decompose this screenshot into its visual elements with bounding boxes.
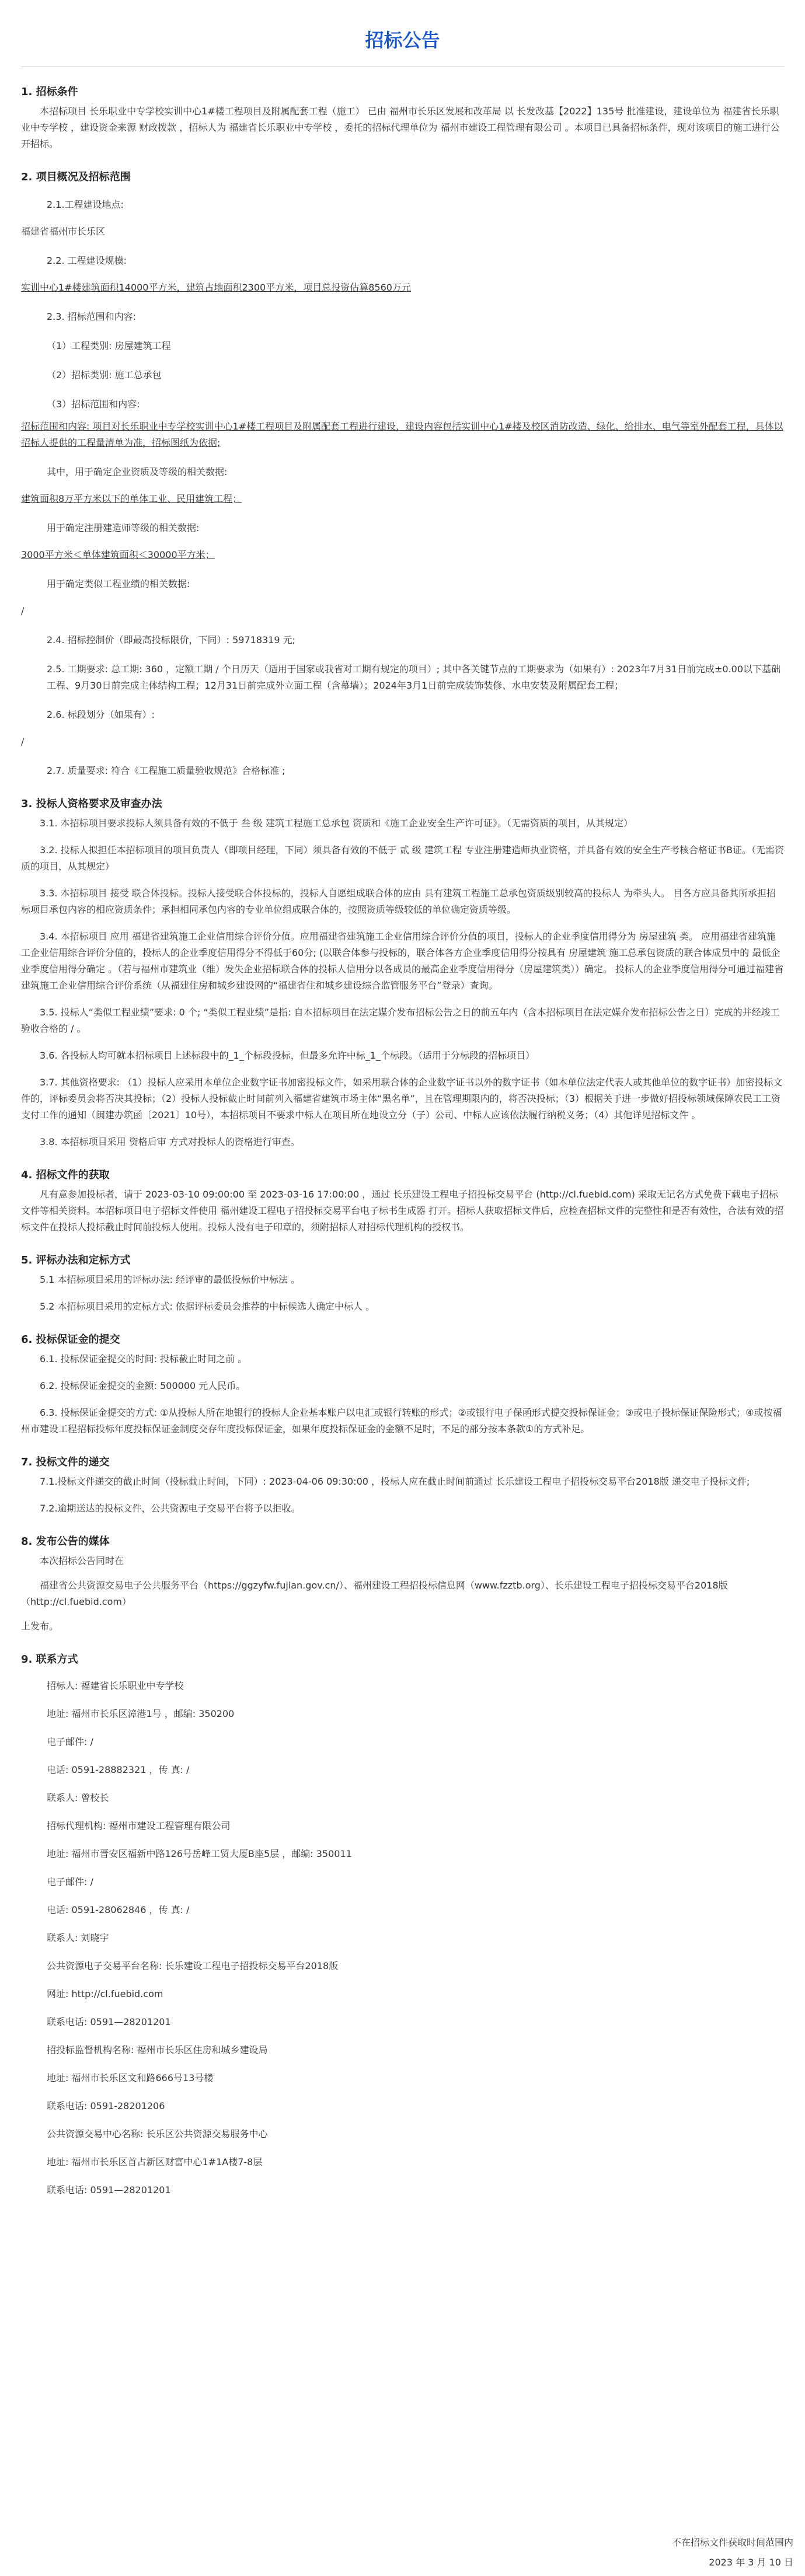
contact-line: 联系电话: 0591—28201201 [47, 2016, 171, 2027]
s2-v1: 福建省福州市长乐区 [21, 226, 106, 237]
footer-signature [672, 2533, 793, 2572]
s4-p1: 凡有意参加投标者，请于 2023-03-10 09:00:00 至 2023-03-16 17:00:00 ，通过 长乐建设工程电子招投标交易平台 (http://cl.fuebid.com) 采取无记名方式免费下载电子招标文件等相关资料。本招标项目电子招标文件使用 福州建设工程电子招投标交易平台电子标书生成器 打开。招标人获取招标文件后，应检查招标文件的完整性和是否有效性，合法有效的招标文件在投标人投标截止时间前投标人使用。投标人没有电子印章的，须附招标人对招标代理机构的授权书。 [21, 1189, 784, 1233]
contact-line: 地址: 福州市长乐区文和路666号13号楼 [47, 2072, 214, 2083]
section-2-heading: 2. 项目概况及招标范围 [21, 171, 131, 183]
s2-q1l: 其中，用于确定企业资质及等级的相关数据: [47, 466, 228, 477]
s6-p2: 6.2. 投标保证金提交的金额: 500000 元人民币。 [40, 1380, 246, 1391]
s5-p1: 5.1 本招标项目采用的评标办法: 经评审的最低投标价中标法 。 [40, 1274, 301, 1285]
contact-line: 地址: 福州市长乐区漳港1号 ，邮编: 350200 [47, 1708, 235, 1719]
s3-p2: 3.2. 投标人拟担任本招标项目的项目负责人（即项目经理，下同）须具备有效的不低于 贰 级 建筑工程 专业注册建造师执业资格，并具备有效的安全生产考核合格证书B证。（无需资质的项目，从其规定） [21, 844, 784, 872]
contact-line: 招标代理机构: 福州市建设工程管理有限公司 [47, 1820, 231, 1831]
section-8-heading: 8. 发布公告的媒体 [21, 1535, 110, 1548]
section-5-heading: 5. 评标办法和定标方式 [21, 1254, 131, 1266]
s2-l3: 2.3. 招标范围和内容: [47, 311, 137, 322]
s7-p2: 7.2.逾期送达的投标文件，公共资源电子交易平台将予以拒收。 [40, 1503, 301, 1514]
contact-line: 地址: 福州市晋安区福新中路126号岳峰工贸大厦B座5层 ，邮编: 350011 [47, 1848, 352, 1859]
contact-line: 电子邮件: / [47, 1736, 93, 1747]
contact-line: 电话: 0591-28062846 ，传 真: / [47, 1904, 190, 1915]
contact-line: 公共资源电子交易平台名称: 长乐建设工程电子招投标交易平台2018版 [47, 1960, 339, 1971]
s3-p7: 3.7. 其他资格要求: （1）投标人应采用本单位企业数字证书加密投标文件，如采用联合体的企业数字证书以外的数字证书（如本单位法定代表人或其他单位的数字证书）加密投标文件的，评标委员会将否决其投标；（2）投标人投标截止时间前列入福建省建筑市场主体“黑名单”，且在管理期限内的，将否决投标；（3）根据关于进一步做好招投标领域保障农民工工资支付工作的通知（闽建办筑函〔2021〕10号），本招标项目不要求中标人在项目所在地设立分（子）公司、中标人应该依法履行纳税义务；（4）其他详见招标文件 。 [21, 1077, 783, 1121]
s2-i1: （1）工程类别: 房屋建筑工程 [47, 340, 171, 351]
s3-p6: 3.6. 各投标人均可就本招标项目上述标段中的_1_个标段投标，但最多允许中标_1_个标段。（适用于分标段的招标项目） [40, 1050, 535, 1061]
contact-line: 电话: 0591-28882321 ，传 真: / [47, 1764, 190, 1775]
s8-p2: 福建省公共资源交易电子公共服务平台（https://ggzyfw.fujian.gov.cn/）、福州建设工程招投标信息网（www.fzztb.org）、长乐建设工程电子招投标交易平台2018版（http://cl.fuebid.com） [21, 1580, 728, 1607]
section-4-heading: 4. 招标文件的获取 [21, 1169, 110, 1181]
s6-p1: 6.1. 投标保证金提交的时间: 投标截止时间之前 。 [40, 1353, 248, 1364]
s2-i3: （3）招标范围和内容: [47, 399, 140, 410]
s3-p3: 3.3. 本招标项目 接受 联合体投标。投标人接受联合体投标的，投标人自愿组成联合体的应由 具有建筑工程施工总承包资质级别较高的投标人 为牵头人。 目各方应具备其所承担招标项目承包内容的相应资质条件；承担相同承包内容的专业单位组成联合体的，按照资质等级较低的单位确定资质等级。 [21, 888, 776, 915]
section-1-heading: 1. 招标条件 [21, 86, 78, 98]
contact-line: 联系人: 刘晓宇 [47, 1932, 109, 1943]
section-7-heading: 7. 投标文件的递交 [21, 1456, 110, 1468]
s3-p4: 3.4. 本招标项目 应用 福建省建筑施工企业信用综合评价分值。应用福建省建筑施工企业信用综合评价分值的项目，投标人的企业季度信用得分为 房屋建筑 类。 应用福建省建筑施工企业信用综合评价分值的，投标人的企业季度信用得分不得低于60分; (以联合体参与投标的，联合体各方企业季度信用得分按具有 房屋建筑 施工总承包资质的联合体成员中的 最低企业季度信用得分确定 。（若与福州市建筑业（维）发失企业招标联合体的投标人信用分以各成员的最高企业季度信用得分（房屋建筑类））确定。 投标人的企业季度信用得分可通过福建省建筑施工企业信用综合评价系统（从福建住房和城乡建设网的“福建省住和城乡建设综合监管服务平台”登录）查询。 [21, 931, 784, 991]
s2-lotv: / [21, 736, 25, 747]
s2-q3v: / [21, 605, 25, 616]
s2-period: 2.5. 工期要求: 总工期: 360 ，定额工期 / 个日历天（适用于国家或我省对工期有规定的项目）; 其中各关键节点的工期要求为（如果有）: 2023年7月31日前完成±0.00以下基础工程、9月30日前完成主体结构工程；12月31日前完成外立面工程（含幕墙）；2024年3月1日前完成装饰装修、水电安装及附属配套工程； [47, 664, 781, 691]
s6-p3: 6.3. 投标保证金提交的方式: ①从投标人所在地银行的投标人企业基本账户以电汇或银行转账的形式；②或银行电子保函形式提交投标保证金；③或电子投标保证保险形式；④或按福州市建设工程招标投标年度投标保证金制度交存年度投标保证金，如果年度投标保证金的金额不足时，不足的部分按本条款①的方式补足。 [21, 1407, 782, 1434]
s2-q2v: 3000平方米＜单体建筑面积＜30000平方米； [21, 549, 215, 560]
page-title: 招标公告 [365, 29, 440, 51]
s3-p5: 3.5. 投标人“类似工程业绩”要求: 0 个; “类似工程业绩”是指: 自本招标项目在法定媒介发布招标公告之日的前五年内（含本招标项目在法定媒介发布招标公告之日）完成的并经竣工验收合格的 / 。 [21, 1007, 780, 1034]
s2-price: 2.4. 招标控制价（即最高投标限价，下同）: 59718319 元; [47, 634, 296, 645]
s8-p3: 上发布。 [21, 1621, 59, 1632]
section-9-heading: 9. 联系方式 [21, 1653, 78, 1666]
s2-v2: 实训中心1#楼建筑面积14000平方米，建筑占地面积2300平方米，项目总投资估算8560万元 [21, 282, 411, 293]
s1-p1: 本招标项目 长乐职业中专学校实训中心1#楼工程项目及附属配套工程（施工） 已由 福州市长乐区发展和改革局 以 长发改基【2022】135号 批准建设，建设单位为 福建省长乐职业中专学校 ，建设资金来源 财政拨款 ，招标人为 福建省长乐职业中专学校 ，委托的招标代理单位为 福州市建设工程管理有限公司 。本项目已具备招标条件，现对该项目的施工进行公开招标。 [21, 106, 780, 149]
contact-line: 招标人: 福建省长乐职业中专学校 [47, 1680, 184, 1691]
s2-i2: （2）招标类别: 施工总承包 [47, 369, 162, 381]
s2-scope: 招标范围和内容: 项目对长乐职业中专学校实训中心1#楼工程项目及附属配套工程进行建设，建设内容包括实训中心1#楼及校区消防改造、绿化、给排水、电气等室外配套工程，具体以招标人提供的工程量清单为准，招标图纸为依据; [21, 421, 783, 448]
s2-q2l: 用于确定注册建造师等级的相关数据: [47, 522, 200, 533]
s3-p8: 3.8. 本招标项目采用 资格后审 方式对投标人的资格进行审查。 [40, 1136, 300, 1147]
contact-line: 网址: http://cl.fuebid.com [47, 1988, 163, 1999]
footer-note: 不在招标文件获取时间范围内 [671, 2537, 793, 2548]
s5-p2: 5.2 本招标项目采用的定标方式: 依据评标委员会推荐的中标候选人确定中标人 。 [40, 1301, 375, 1312]
contact-line: 联系电话: 0591—28201201 [47, 2184, 171, 2195]
s2-q1v: 建筑面积8万平方米以下的单体工业、民用建筑工程； [21, 493, 242, 504]
s3-p1: 3.1. 本招标项目要求投标人须具备有效的不低于 叁 级 建筑工程施工总承包 资质和《施工企业安全生产许可证》。（无需资质的项目，从其规定） [40, 818, 633, 829]
section-6-heading: 6. 投标保证金的提交 [21, 1334, 120, 1346]
s8-p1: 本次招标公告同时在 [40, 1555, 124, 1566]
contact-line: 招投标监督机构名称: 福州市长乐区住房和城乡建设局 [47, 2044, 268, 2055]
contact-line: 电子邮件: / [47, 1876, 93, 1887]
footer-date: 2023 年 3 月 10 日 [709, 2557, 793, 2568]
contact-line: 地址: 福州市长乐区首占新区财富中心1#1A楼7-8层 [47, 2156, 263, 2167]
s2-lot: 2.6. 标段划分（如果有）: [47, 709, 155, 720]
contact-line: 公共资源交易中心名称: 长乐区公共资源交易服务中心 [47, 2128, 268, 2139]
s2-l1: 2.1.工程建设地点: [47, 199, 124, 210]
s2-quality: 2.7. 质量要求: 符合《工程施工质量验收规范》合格标准 ; [47, 765, 285, 776]
contact-list [21, 1678, 784, 2198]
contact-line: 联系电话: 0591-28201206 [47, 2100, 165, 2111]
contact-line: 联系人: 曾校长 [47, 1792, 109, 1803]
s7-p1: 7.1.投标文件递交的截止时间（投标截止时间，下同）: 2023-04-06 09:30:00 ，投标人应在截止时间前通过 长乐建设工程电子招投标交易平台2018版 递交电子投标文件; [40, 1476, 750, 1487]
s2-l2: 2.2. 工程建设规模: [47, 255, 127, 266]
s2-q3l: 用于确定类似工程业绩的相关数据: [47, 578, 190, 589]
section-3-heading: 3. 投标人资格要求及审查办法 [21, 798, 162, 810]
